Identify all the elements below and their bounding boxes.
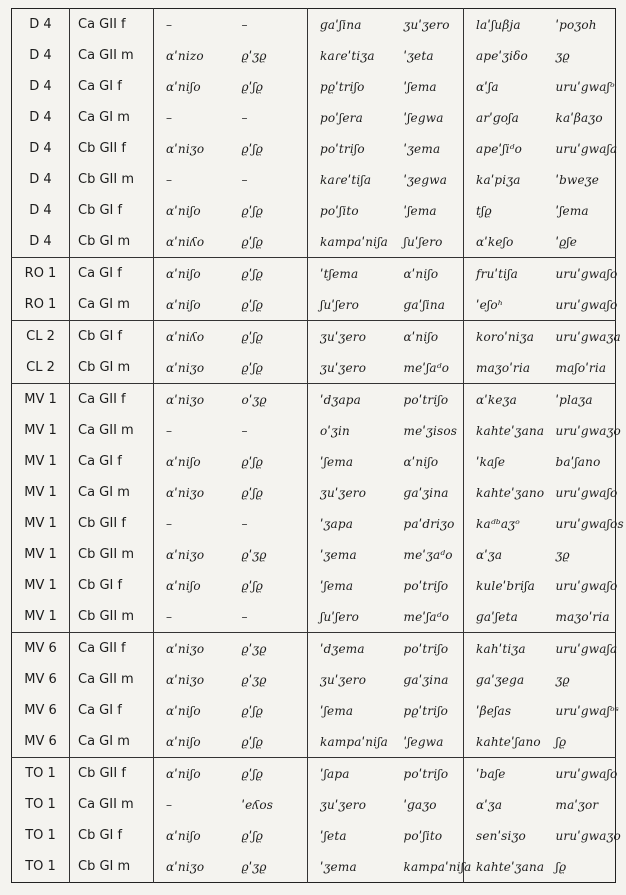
form-4-cell: αˈniʃo [392, 321, 464, 353]
form-4-cell: ˈʒema [403, 141, 441, 156]
site-cell: D 4 [29, 48, 52, 63]
table-row [12, 415, 616, 446]
form-5-cell: αˈʒa [464, 789, 544, 820]
form-5-cell: kaˈpiʒa [464, 164, 544, 195]
form-3-cell: ʒuˈʒero [308, 321, 392, 353]
form-3-cell: ʒuˈʒero [308, 352, 392, 384]
site-cell: RO 1 [12, 258, 70, 290]
category-cell: Ca GII m [70, 664, 154, 695]
table-row [12, 289, 616, 321]
site-cell: MV 6 [12, 633, 70, 665]
table-row [12, 820, 616, 851]
site-cell: MV 1 [12, 384, 70, 416]
form-4-cell: meˈʒaᵈo [403, 547, 453, 562]
form-3-cell: ʒuˈʒero [308, 477, 392, 508]
table-row [12, 226, 616, 258]
table-row [12, 133, 616, 164]
form-3-cell: pϱˈtriʃo [308, 71, 392, 102]
form-3-cell: ˈʃema [308, 446, 392, 477]
form-6-cell: ʒϱ [555, 547, 570, 562]
table-row [12, 71, 616, 102]
site-cell: MV 1 [24, 547, 57, 562]
site-cell: MV 1 [24, 609, 57, 624]
form-1-cell: – [154, 102, 238, 133]
form-1-cell: αˈniʃo [154, 695, 238, 726]
table-row [12, 352, 616, 384]
form-4-cell: poˈʃito [403, 828, 443, 843]
site-cell: D 4 [29, 110, 52, 125]
form-3-cell: kampaˈniʃa [308, 726, 392, 758]
transcription-table [11, 8, 624, 883]
category-cell: Ca GII f [70, 9, 154, 41]
category-cell: Cb GI f [70, 321, 154, 353]
category-cell: Ca GI f [70, 695, 154, 726]
form-3-cell: ˈʃema [308, 695, 392, 726]
table-row [12, 195, 616, 226]
form-2-cell: ϱˈʒϱ [241, 547, 267, 562]
category-cell: Ca GII m [70, 789, 154, 820]
form-6-cell: uruˈgwaʃᵒˢ [555, 703, 620, 718]
table-row [12, 726, 616, 758]
form-3-cell: ˈʒapa [308, 508, 392, 539]
form-2-cell: ϱˈʃϱ [238, 258, 308, 290]
form-1-cell: αˈniʃo [154, 258, 238, 290]
form-6-cell: uruˈgwaʃo [544, 758, 616, 790]
category-cell: Cb GII m [70, 164, 154, 195]
table-row [12, 570, 616, 601]
form-3-cell: ˈʃeta [308, 820, 392, 851]
form-5-cell: apeˈʒiδo [464, 40, 544, 71]
form-5-cell: ˈkaʃe [464, 446, 544, 477]
form-5-cell: kahˈtiʒa [464, 633, 544, 665]
category-cell: Ca GI m [70, 477, 154, 508]
form-1-cell: – [154, 508, 238, 539]
category-cell: Ca GI m [70, 289, 154, 321]
form-6-cell: uruˈgwaʃo [544, 258, 616, 290]
form-5-cell: tʃϱ [464, 195, 544, 226]
form-5-cell: maʒoˈria [464, 352, 544, 384]
site-cell: D 4 [29, 79, 52, 94]
form-3-cell: ˈʃema [308, 570, 392, 601]
form-4-cell: ˈʒeta [403, 48, 434, 63]
form-6-cell: maˈʒor [555, 797, 599, 812]
form-2-cell: oˈʒϱ [238, 384, 308, 416]
form-3-cell: poˈʃera [308, 102, 392, 133]
form-5-cell: αˈkeʒa [464, 384, 544, 416]
form-1-cell: αˈnizo [154, 40, 238, 71]
site-cell: MV 1 [24, 485, 57, 500]
form-2-cell: – [241, 110, 248, 125]
form-3-cell: ʒuˈʒero [308, 789, 392, 820]
form-3-cell: poˈʃito [308, 195, 392, 226]
form-5-cell: laˈʃuβja [464, 9, 544, 41]
form-2-cell: ϱˈʃϱ [241, 234, 264, 249]
category-cell: Cb GI f [70, 195, 154, 226]
form-4-cell: ʃuˈʃero [403, 234, 443, 249]
form-1-cell: αˈniʃo [154, 195, 238, 226]
form-5-cell: senˈsiʒo [464, 820, 544, 851]
site-cell: MV 6 [24, 703, 57, 718]
form-2-cell: – [241, 17, 248, 32]
form-4-cell: ˈʃegwa [403, 110, 444, 125]
form-3-cell: ˈdʒema [308, 633, 392, 665]
form-6-cell: ʒϱ [555, 672, 570, 687]
form-4-cell: kampaˈniʃa [403, 859, 472, 874]
form-4-cell: paˈdriʒo [403, 516, 455, 531]
form-1-cell: αˈniʒo [154, 384, 238, 416]
form-6-cell: maʒoˈria [555, 609, 610, 624]
form-6-cell: ʃϱ [555, 859, 567, 874]
table-row [12, 695, 616, 726]
form-5-cell: αˈʒa [464, 539, 544, 570]
category-cell: Ca GII f [70, 384, 154, 416]
site-cell: D 4 [29, 234, 52, 249]
form-2-cell: ϱˈʒϱ [238, 633, 308, 665]
form-6-cell: ʒϱ [555, 48, 570, 63]
category-cell: Ca GI m [70, 102, 154, 133]
site-cell: MV 1 [24, 516, 57, 531]
form-4-cell: αˈniʃo [392, 258, 464, 290]
site-cell: TO 1 [12, 758, 70, 790]
site-cell: CL 2 [12, 321, 70, 353]
form-1-cell: αˈniʃo [154, 446, 238, 477]
form-6-cell: uruˈgwaʒo [555, 828, 621, 843]
form-1-cell: αˈniʒo [154, 133, 238, 164]
form-4-cell: poˈtriʃo [403, 578, 449, 593]
form-1-cell: αˈniʃo [154, 570, 238, 601]
form-3-cell: ˈdʒapa [308, 384, 392, 416]
category-cell: Ca GI m [70, 726, 154, 758]
form-5-cell: ˈβeʃas [464, 695, 544, 726]
table-row [12, 102, 616, 133]
form-3-cell: ʃuˈʃero [308, 601, 392, 633]
category-cell: Cb GI m [70, 226, 154, 258]
site-cell: RO 1 [24, 297, 57, 312]
table-row [12, 758, 616, 790]
category-cell: Cb GII f [70, 758, 154, 790]
form-6-cell: maʃoˈria [555, 360, 607, 375]
form-3-cell: oˈʒin [308, 415, 392, 446]
table-row [12, 633, 616, 665]
site-cell: D 4 [29, 17, 52, 32]
site-cell: TO 1 [25, 859, 56, 874]
form-1-cell: αˈniʎo [154, 321, 238, 353]
form-6-cell: ˈʃema [555, 203, 589, 218]
form-2-cell: ϱˈʃϱ [241, 828, 264, 843]
form-3-cell: ˈʒema [308, 851, 392, 883]
form-5-cell: αˈkeʃo [464, 226, 544, 258]
form-5-cell: kahteˈʃano [464, 726, 544, 758]
form-4-cell: meˈʒisos [403, 423, 458, 438]
form-2-cell: ϱˈʃϱ [241, 734, 264, 749]
category-cell: Cb GI m [70, 352, 154, 384]
form-6-cell: ˈbweʒe [555, 172, 600, 187]
form-2-cell: ϱˈʃϱ [241, 703, 264, 718]
table-row [12, 164, 616, 195]
site-cell: MV 1 [24, 423, 57, 438]
form-3-cell: ʒuˈʒero [308, 664, 392, 695]
form-5-cell: kuleˈbriʃa [464, 570, 544, 601]
form-2-cell: ϱˈʃϱ [238, 321, 308, 353]
form-2-cell: ϱˈʃϱ [241, 360, 264, 375]
form-1-cell: αˈniʒo [154, 352, 238, 384]
category-cell: Ca GII f [70, 633, 154, 665]
site-cell: D 4 [29, 172, 52, 187]
category-cell: Ca GI f [70, 258, 154, 290]
form-5-cell: arˈɡoʃa [464, 102, 544, 133]
form-4-cell: ɡaˈʃina [403, 297, 446, 312]
form-1-cell: αˈniʒo [154, 851, 238, 883]
form-5-cell: apeˈʃiᵈo [464, 133, 544, 164]
category-cell: Cb GI f [70, 820, 154, 851]
form-6-cell: ˈplaʒa [544, 384, 616, 416]
form-3-cell: ɡaˈʃina [308, 9, 392, 41]
form-4-cell: ˈɡaʒo [403, 797, 437, 812]
form-6-cell: uruˈgwaʃos [555, 516, 624, 531]
form-4-cell: meˈʃaᵈo [403, 360, 450, 375]
form-1-cell: αˈniʎo [154, 226, 238, 258]
form-1-cell: αˈniʒo [154, 477, 238, 508]
form-1-cell: – [154, 789, 238, 820]
table-row [12, 851, 616, 883]
category-cell: Cb GI m [70, 851, 154, 883]
form-1-cell: – [154, 9, 238, 41]
form-6-cell: ʃϱ [555, 734, 567, 749]
site-cell: D 4 [29, 203, 52, 218]
form-1-cell: αˈniʒo [154, 539, 238, 570]
form-5-cell: αˈʃa [464, 71, 544, 102]
form-6-cell: uruˈgwaʃa [555, 141, 618, 156]
table-row [12, 664, 616, 695]
site-cell: MV 6 [24, 734, 57, 749]
form-3-cell: ʃuˈʃero [308, 289, 392, 321]
form-5-cell: koroˈniʒa [464, 321, 544, 353]
table-body [12, 9, 624, 883]
form-2-cell: – [241, 172, 248, 187]
form-6-cell: uruˈgwaʃo [555, 297, 618, 312]
form-5-cell: ˈbaʃe [464, 758, 544, 790]
site-cell: MV 1 [24, 454, 57, 469]
table-row [12, 384, 616, 416]
table-row [12, 9, 616, 41]
table-row [12, 789, 616, 820]
form-2-cell: ϱˈʃϱ [241, 485, 264, 500]
form-1-cell: – [154, 164, 238, 195]
form-4-cell: meˈʃaᵈo [403, 609, 450, 624]
form-2-cell: ϱˈʃϱ [241, 454, 264, 469]
form-1-cell: αˈniʃo [154, 820, 238, 851]
form-2-cell: ϱˈʃϱ [241, 79, 264, 94]
form-1-cell: αˈniʃo [154, 726, 238, 758]
form-3-cell: poˈtriʃo [308, 133, 392, 164]
form-4-cell: ʒuˈʒero [403, 17, 450, 32]
category-cell: Cb GII m [70, 539, 154, 570]
form-4-cell: ˈʃegwa [403, 734, 444, 749]
form-1-cell: αˈniʒo [154, 664, 238, 695]
form-3-cell: ˈʃapa [308, 758, 392, 790]
form-2-cell: ϱˈʃϱ [241, 578, 264, 593]
table-row [12, 477, 616, 508]
table-row [12, 508, 616, 539]
form-2-cell: ϱˈʒϱ [241, 48, 267, 63]
form-4-cell: poˈtriʃo [392, 384, 464, 416]
form-4-cell: ˈʒegwa [403, 172, 448, 187]
form-3-cell: kaɾeˈtiʃa [308, 164, 392, 195]
form-2-cell: – [241, 609, 248, 624]
form-6-cell: baˈʃano [555, 454, 601, 469]
form-6-cell: ˈpoʒoh [555, 17, 597, 32]
table-row [12, 40, 616, 71]
form-6-cell: uruˈgwaʃo [555, 485, 618, 500]
form-5-cell: kahteˈʒano [464, 477, 544, 508]
form-6-cell: kaˈβaʒo [555, 110, 603, 125]
form-6-cell: uruˈgwaʃo [555, 578, 618, 593]
form-1-cell: αˈniʒo [154, 633, 238, 665]
form-2-cell: ϱˈʒϱ [241, 859, 267, 874]
form-5-cell: ɡaˈʒega [464, 664, 544, 695]
site-cell: D 4 [29, 141, 52, 156]
form-4-cell: ˈʃema [403, 79, 437, 94]
form-1-cell: – [154, 415, 238, 446]
form-4-cell: poˈtriʃo [392, 633, 464, 665]
form-2-cell: – [241, 423, 248, 438]
category-cell: Ca GI f [70, 446, 154, 477]
form-1-cell: αˈniʃo [154, 289, 238, 321]
category-cell: Ca GII m [70, 40, 154, 71]
site-cell: MV 6 [24, 672, 57, 687]
form-2-cell: ϱˈʃϱ [238, 758, 308, 790]
site-cell: CL 2 [26, 360, 55, 375]
category-cell: Ca GII m [70, 415, 154, 446]
form-4-cell: poˈtriʃo [392, 758, 464, 790]
category-cell: Ca GI f [70, 71, 154, 102]
form-5-cell: ˈeʃoʰ [464, 289, 544, 321]
table-row [12, 601, 616, 633]
form-3-cell: ˈʒema [308, 539, 392, 570]
form-5-cell: fruˈtiʃa [464, 258, 544, 290]
form-4-cell: pϱˈtriʃo [403, 703, 449, 718]
form-6-cell: uruˈgwaʃᵒ [555, 79, 615, 94]
table-row [12, 446, 616, 477]
form-5-cell: ɡaˈʃeta [464, 601, 544, 633]
form-1-cell: – [154, 601, 238, 633]
form-3-cell: kampaˈniʃa [308, 226, 392, 258]
form-6-cell: uruˈgwaʃa [544, 633, 616, 665]
category-cell: Cb GII m [70, 601, 154, 633]
form-6-cell: uruˈgwaʒo [555, 423, 621, 438]
form-3-cell: kaɾeˈtiʒa [308, 40, 392, 71]
site-cell: MV 1 [24, 578, 57, 593]
category-cell: Cb GII f [70, 133, 154, 164]
form-4-cell: ɡaˈʒina [403, 672, 449, 687]
form-2-cell: ϱˈʃϱ [241, 203, 264, 218]
table-row [12, 539, 616, 570]
form-2-cell: ϱˈʃϱ [241, 141, 264, 156]
form-1-cell: αˈniʃo [154, 71, 238, 102]
form-5-cell: kahteˈʒana [464, 415, 544, 446]
site-cell: TO 1 [25, 828, 56, 843]
site-cell: TO 1 [25, 797, 56, 812]
form-2-cell: ϱˈʃϱ [241, 297, 264, 312]
form-2-cell: – [241, 516, 248, 531]
form-2-cell: ϱˈʒϱ [241, 672, 267, 687]
category-cell: Cb GII f [70, 508, 154, 539]
form-6-cell: uruˈgwaʒa [544, 321, 616, 353]
form-2-cell: ˈeʎos [241, 797, 274, 812]
form-4-cell: ɡaˈʒina [403, 485, 449, 500]
category-cell: Cb GI f [70, 570, 154, 601]
form-5-cell: kaᵈᵇaʒᵒ [464, 508, 544, 539]
form-4-cell: ˈʃema [403, 203, 437, 218]
form-5-cell: kahteˈʒana [464, 851, 544, 883]
form-4-cell: αˈniʃo [403, 454, 439, 469]
form-1-cell: αˈniʃo [154, 758, 238, 790]
form-3-cell: ˈtʃema [308, 258, 392, 290]
table-row [12, 258, 616, 290]
form-6-cell: ˈϱʃe [555, 234, 578, 249]
table-row [12, 321, 616, 353]
